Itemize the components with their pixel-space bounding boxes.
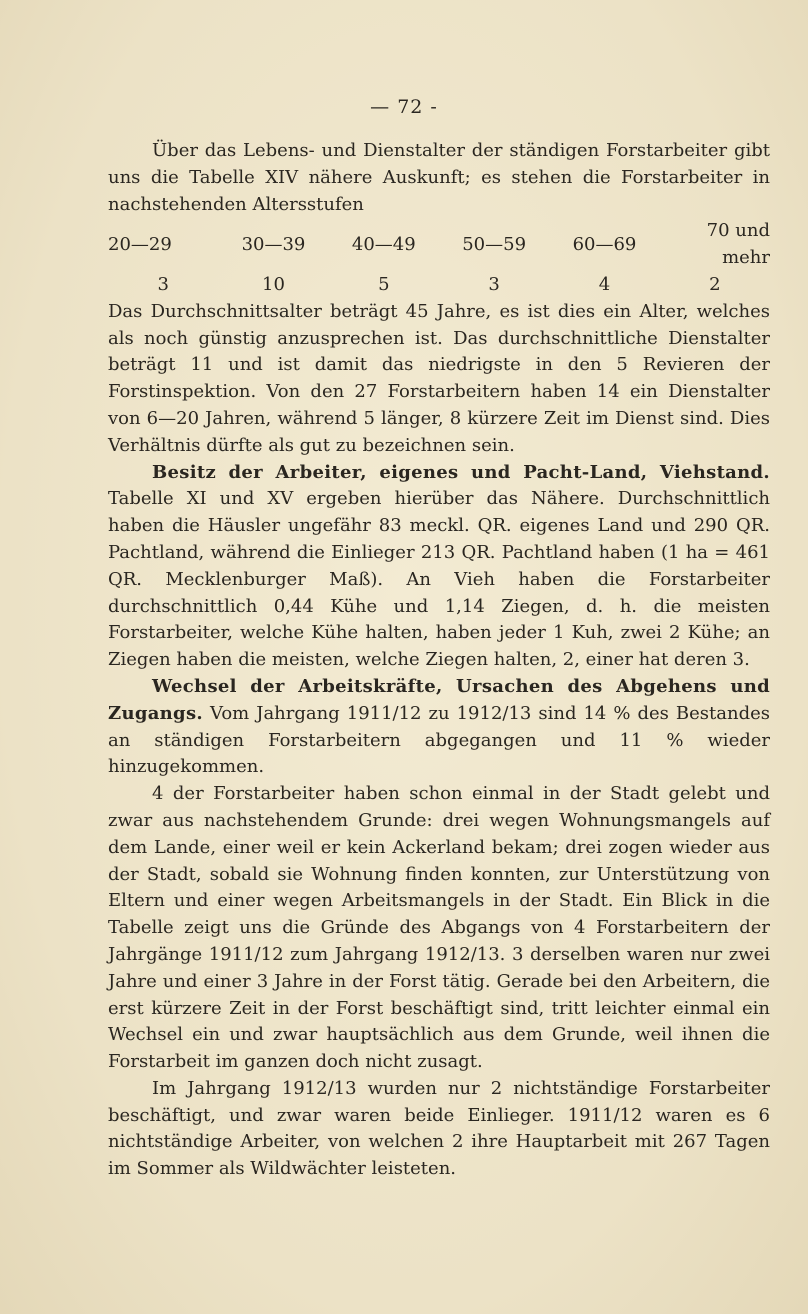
age-count-row xyxy=(108,272,770,299)
age-group: 50—59 xyxy=(462,233,527,255)
age-group: 20—29 xyxy=(108,233,172,255)
age-paragraph: Das Durchschnittsalter beträgt 45 Jahre, es ist dies ein Alter, welches als noch günstig anzusprechen ist. Das durchschnittliche Dienstalter beträgt 11 und ist damit das niedrigste in den 5 Revieren der Forstinspektion. Von den 27 Forstarbeitern haben 14 ein Dienstalter von 6—20 Jahren, während 5 länger, 8 kürzere Zeit im Dienst sind. Dies Verhältnis dürfte als gut zu bezeichnen sein. xyxy=(108,300,770,456)
age-count: 4 xyxy=(598,273,611,295)
change-section xyxy=(108,674,770,781)
age-group: 40—49 xyxy=(351,233,416,255)
age-group: 60—69 xyxy=(572,233,637,255)
property-body: Tabelle XI und XV ergeben hierüber das Nähere. Durchschnittlich haben die Häusler ungefähr 83 meckl. QR. eigenes Land und 290 QR. Pachtland, während die Einlieger 213 QR. Pachtland haben (1 ha = 461 QR. Mecklenburger Maß). An Vieh haben die Forstarbeiter durchschnittlich 0,44 Kühe und 1,14 Ziegen, d. h. die meisten Forstarbeiter, welche Kühe halten, haben jeder 1 Kuh, zwei 2 Kühe; an Ziegen haben die meisten, welche Ziegen halten, 2, einer hat deren 3. xyxy=(108,488,770,671)
age-group: 70 und mehr xyxy=(706,220,770,269)
city-paragraph: 4 der Forstarbeiter haben schon einmal in der Stadt gelebt und zwar aus nachstehendem Grunde: drei wegen Wohnungsmangels auf dem Lande, einer weil er kein Ackerland bekam; drei zogen wieder aus der Stadt, sobald sie Wohnung finden konnten, zur Unterstützung von Eltern und einer wegen Arbeitsmangels in der Stadt. Ein Blick in die Tabelle zeigt uns die Gründe des Abgangs von 4 Forstarbeitern der Jahrgänge 1911/12 zum Jahrgang 1912/13. 3 derselben waren nur zwei Jahre und einer 3 Jahre in der Forst tätig. Gerade bei den Arbeitern, die erst kürzere Zeit in der Forst beschäftigt sind, tritt leichter einmal ein Wechsel ein und zwar hauptsächlich aus dem Grunde, weil ihnen die Forstarbeit im ganzen doch nicht zusagt. xyxy=(108,783,770,1073)
intro-paragraph: Über das Lebens- und Dienstalter der ständigen Forstarbeiter gibt uns die Tabelle XIV nähere Auskunft; es stehen die Forstarbeiter in nachstehenden Altersstufen xyxy=(108,140,770,215)
age-count: 10 xyxy=(262,273,285,295)
age-count: 2 xyxy=(709,273,721,295)
temporary-workers-paragraph: Im Jahrgang 1912/13 wurden nur 2 nichtständige Forstarbeiter beschäftigt, und zwar waren beide Einlieger. 1911/12 waren es 6 nichtständige Arbeiter, von welchen 2 ihre Hauptarbeit mit 267 Tagen im Sommer als Wildwächter leisteten. xyxy=(108,1077,770,1180)
age-count: 3 xyxy=(157,273,169,295)
age-count: 5 xyxy=(378,273,390,295)
age-group-row xyxy=(108,218,770,272)
property-section xyxy=(108,460,770,674)
change-body: Vom Jahrgang 1911/12 zu 1912/13 sind 14 % des Bestandes an ständigen Forstarbeitern abgegangen und 11 % wieder hinzugekommen. xyxy=(108,702,770,778)
age-count: 3 xyxy=(488,273,500,295)
page-number: — 72 - xyxy=(370,96,438,118)
body-text xyxy=(108,138,770,1183)
change-heading: Wechsel der Arbeitskräfte, Ursachen des Abgehens und Zugangs. xyxy=(108,675,770,724)
age-table xyxy=(108,218,770,298)
age-group: 30—39 xyxy=(241,233,306,255)
property-heading: Besitz der Arbeiter, eigenes und Pacht-Land, Viehstand. xyxy=(152,461,770,483)
